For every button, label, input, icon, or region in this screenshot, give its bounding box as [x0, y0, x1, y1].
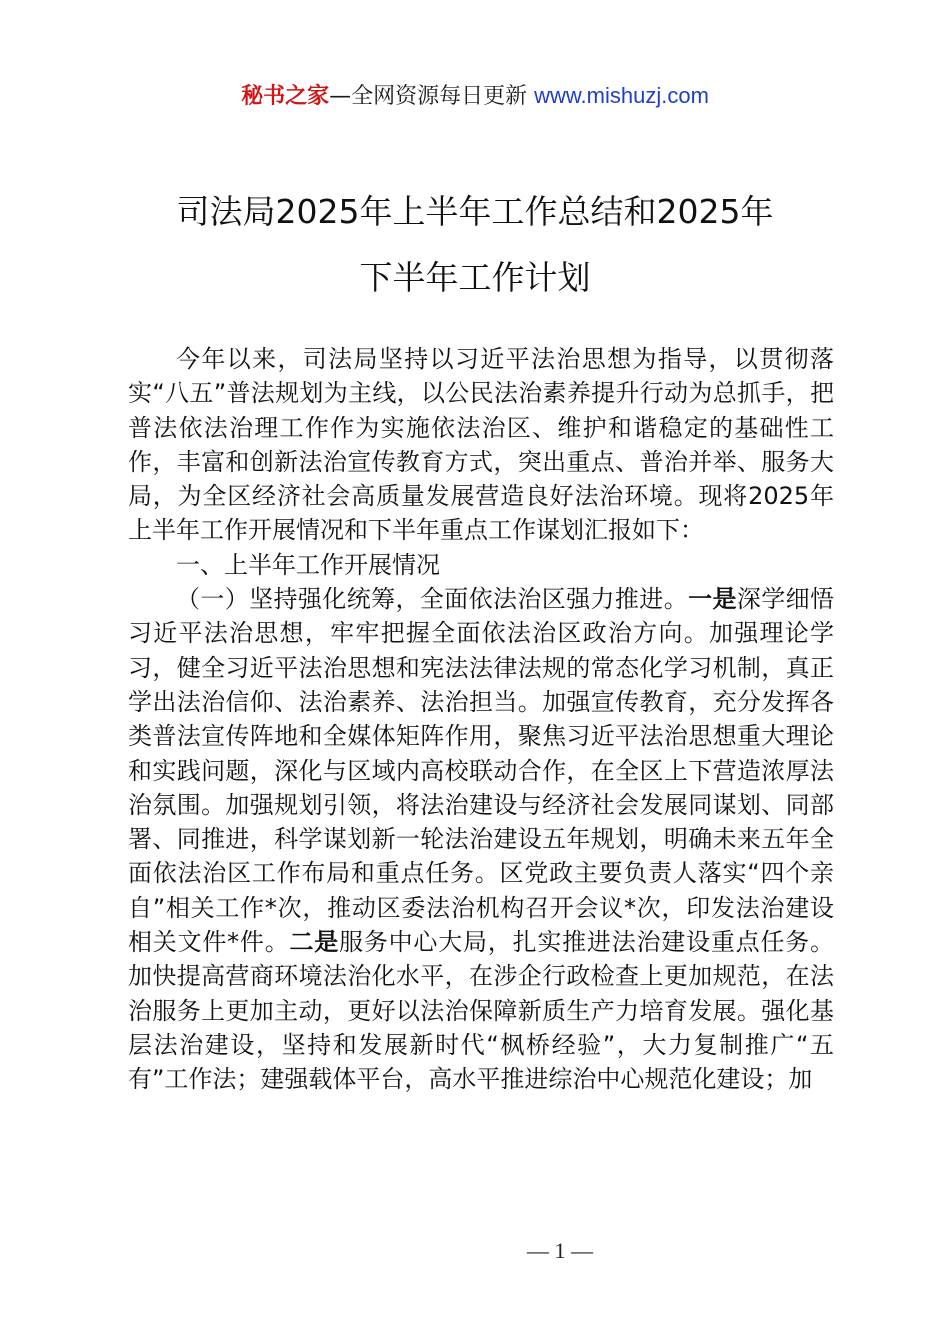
point1-text: 深学细悟习近平法治思想，牢牢把握全面依法治区政治方向。加强理论学习，健全习近平法治思想和宪法法律法规的常态化学习机制，真正学出法治信仰、法治素养、法治担当。加强宣传教育，充分发挥各类普法宣传阵地和全媒体矩阵作用，聚焦习近平法治思想重大理论和实践问题，深化与区域内高校联动合作，在全区上下营造浓厚法治氛围。加强规划引领，将法治建设与经济社会发展同谋划、同部署、同推进，科学谋划新一轮法治建设五年规划，明确未来五年全面依法治区工作布局和重点任务。区党政主要负责人落实“四个亲自”相关工作*次，推动区委法治机构召开会议*次，印发法治建设相关文件*件。 — [128, 585, 835, 957]
document-body — [128, 342, 834, 1097]
site-url-link[interactable]: www.mishuzj.com — [534, 83, 709, 108]
document-title-line2: 下半年工作计划 — [359, 258, 591, 297]
point1-label: 一是 — [688, 585, 737, 614]
document-title-line1: 司法局2025年上半年工作总结和2025年 — [176, 192, 774, 231]
point2-label: 二是 — [289, 928, 340, 957]
banner-tagline: —全网资源每日更新 — [329, 84, 535, 109]
site-banner — [0, 80, 950, 113]
subsection-heading: （一）坚持强化统筹，全面依法治区强力推进。 — [176, 585, 689, 614]
brand-name: 秘书之家 — [241, 84, 330, 109]
page-number: — 1 — — [527, 1238, 593, 1263]
intro-paragraph: 今年以来，司法局坚持以习近平法治思想为指导，以贯彻落实“八五”普法规划为主线，以公民法治素养提升行动为总抓手，把普法依法治理工作作为实施依法治区、维护和谐稳定的基础性工作，丰富和创新法治宣传教育方式，突出重点、普治并举、服务大局，为全区经济社会高质量发展营造良好法治环境。现将2025年上半年工作开展情况和下半年重点工作谋划汇报如下： — [128, 345, 834, 545]
point2-text: 服务中心大局，扎实推进法治建设重点任务。加快提高营商环境法治化水平，在涉企行政检查上更加规范，在法治服务上更加主动，更好以法治保障新质生产力培育发展。强化基层法治建设，坚持和发展新时代“枫桥经验”，大力复制推广“五有”工作法；建强载体平台，高水平推进综治中心规范化建设；加 — [128, 928, 835, 1094]
subsection-paragraph — [128, 582, 834, 1096]
section-heading: 一、上半年工作开展情况 — [176, 550, 440, 579]
